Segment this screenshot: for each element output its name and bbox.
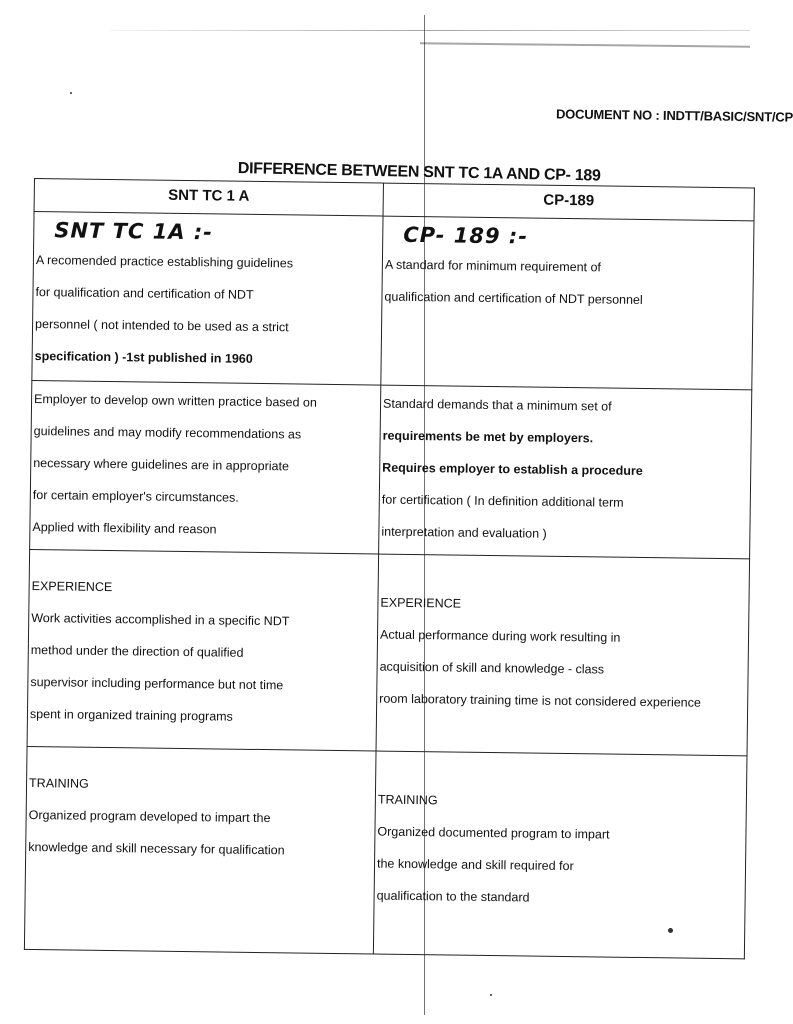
cell-cp189-experience xyxy=(376,554,750,756)
cell-snt-employer xyxy=(30,380,381,554)
cell-text-line: Employer to develop own written practice based on xyxy=(34,392,317,410)
cell-text-line: knowledge and skill necessary for qualification xyxy=(28,839,285,858)
cell-text-line: the knowledge and skill required for xyxy=(376,856,574,874)
cell-text-line: interpretation and evaluation ) xyxy=(381,524,547,541)
document-number: DOCUMENT NO : INDTT/BASIC/SNT/CP xyxy=(555,106,793,125)
cell-text-line: guidelines and may modify recommendations as xyxy=(33,424,302,442)
cell-text-line: supervisor including performance but not time xyxy=(30,674,284,693)
comparison-table-wrapper xyxy=(24,178,752,963)
cell-text-line: Work activities accomplished in a specific NDT xyxy=(31,611,290,629)
cell-text-line: personnel ( not intended to be used as a strict xyxy=(34,317,289,335)
column-header-cp189: CP-189 xyxy=(383,183,754,221)
section-heading: TRAINING xyxy=(28,775,89,791)
cell-text-line: A recomended practice establishing guidelines xyxy=(35,253,294,271)
cell-text-line: room laboratory training time is not considered experience xyxy=(379,691,701,710)
cell-text-line: requirements be met by employers. xyxy=(382,428,594,446)
cell-text-line: necessary where guidelines are in appropriate xyxy=(33,456,290,474)
cell-snt-definition xyxy=(32,212,383,386)
cell-text-line: Organized program developed to impart the xyxy=(28,807,271,826)
table-row xyxy=(27,549,750,755)
cell-text-line: Applied with flexibility and reason xyxy=(32,520,217,537)
cell-text-line: for certain employer's circumstances. xyxy=(32,488,239,505)
handwritten-label: CP- 189 :- xyxy=(403,222,529,249)
cell-text-line: Requires employer to establish a procedure xyxy=(382,460,643,478)
scan-artifact-line xyxy=(420,42,750,47)
section-heading: TRAINING xyxy=(377,792,438,808)
cell-text-line: Actual performance during work resulting in xyxy=(379,627,621,645)
table-row xyxy=(30,380,752,558)
cell-text-line: acquisition of skill and knowledge - class xyxy=(379,659,605,677)
cell-text-line: A standard for minimum requirement of xyxy=(384,257,602,275)
comparison-table xyxy=(24,178,755,959)
cell-text-line: Organized documented program to impart xyxy=(377,824,610,842)
cell-text-line: for certification ( In definition additional term xyxy=(381,492,624,510)
cell-text-line: Standard demands that a minimum set of xyxy=(382,396,612,414)
cell-cp189-definition xyxy=(381,216,754,390)
scan-speck xyxy=(490,994,492,996)
cell-text-line: qualification and certification of NDT personnel xyxy=(384,289,643,307)
cell-text-line: qualification to the standard xyxy=(376,888,530,905)
cell-snt-experience xyxy=(27,549,379,751)
handwritten-label: SNT TC 1A :- xyxy=(54,218,214,245)
table-row xyxy=(24,746,747,958)
cell-text-line: for qualification and certification of NDT xyxy=(35,285,254,302)
scan-artifact-line xyxy=(110,30,750,31)
cell-text-line: specification ) -1st published in 1960 xyxy=(34,349,253,366)
document-title: DIFFERENCE BETWEEN SNT TC 1A AND CP- 189 xyxy=(237,160,601,185)
table-row xyxy=(32,212,754,390)
cell-cp189-employer xyxy=(379,385,752,559)
cell-snt-training xyxy=(24,746,376,954)
section-heading: EXPERIENCE xyxy=(380,595,462,611)
cell-text-line: spent in organized training programs xyxy=(29,706,233,724)
section-heading: EXPERIENCE xyxy=(31,579,113,595)
column-header-snt: SNT TC 1 A xyxy=(34,179,383,217)
cell-text-line: method under the direction of qualified xyxy=(30,642,244,660)
scan-speck xyxy=(70,92,72,94)
cell-cp189-training xyxy=(373,751,747,959)
